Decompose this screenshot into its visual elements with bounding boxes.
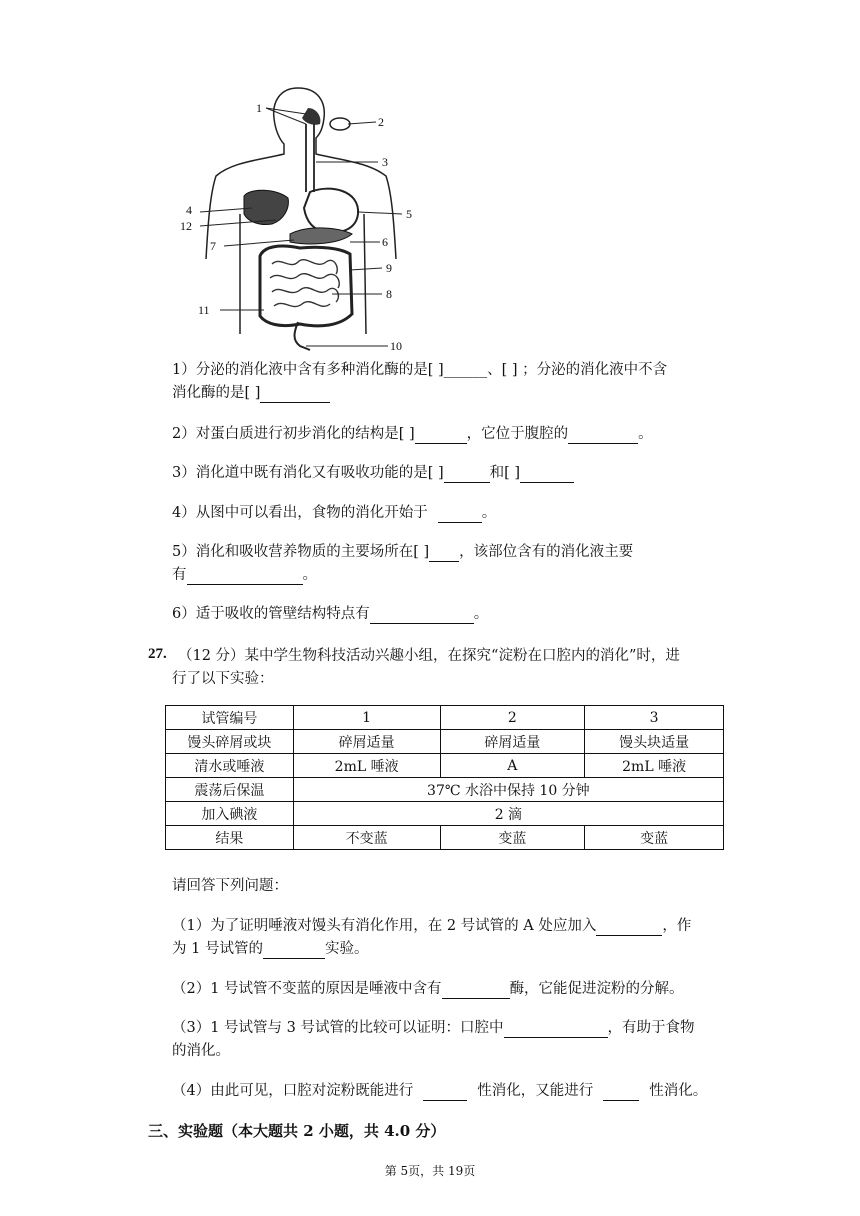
q26-sub5-text-b: ，该部位含有的消化液主要 bbox=[459, 544, 634, 560]
figure-label-11: 11 bbox=[198, 303, 210, 317]
q26-sub2-text-b: ，它位于腹腔的 bbox=[466, 426, 569, 442]
q27-sub4-text-c: 性消化。 bbox=[649, 1083, 708, 1099]
q27-sub2 bbox=[172, 979, 684, 999]
q27-intro-text-a: （12 分）某中学生物科技活动兴趣小组，在探究“淀粉在口腔内的消化”时，进 bbox=[178, 648, 680, 664]
table-cell: 震荡后保温 bbox=[166, 778, 294, 802]
q27-intro-text-b: 行了以下实验： bbox=[172, 671, 274, 687]
q26-sub4-text-b: 。 bbox=[481, 505, 497, 521]
answer-blank[interactable] bbox=[429, 545, 459, 562]
q26-sub2-text-c: 。 bbox=[638, 426, 653, 442]
q27-sub4 bbox=[172, 1081, 707, 1101]
figure-label-1: 1 bbox=[256, 101, 262, 115]
figure-label-2: 2 bbox=[378, 115, 384, 129]
figure-label-5: 5 bbox=[406, 207, 412, 221]
q26-sub5-line1 bbox=[172, 542, 633, 562]
answer-blank[interactable] bbox=[442, 982, 510, 999]
figure-label-10: 10 bbox=[390, 339, 402, 353]
figure-label-8: 8 bbox=[386, 287, 392, 301]
q27-sub3-text-c: 的消化。 bbox=[172, 1043, 230, 1059]
table-cell: 清水或唾液 bbox=[166, 754, 294, 778]
answer-blank[interactable] bbox=[370, 607, 474, 624]
q27-sub3-text-b: ，有助于食物 bbox=[607, 1020, 695, 1036]
q26-sub4 bbox=[172, 503, 496, 523]
digestive-system-diagram bbox=[180, 84, 420, 354]
page-footer: 第 5页，共 19页 bbox=[384, 1164, 476, 1178]
digestive-system-figure bbox=[180, 84, 420, 354]
q26-sub4-text-a: 4）从图中可以看出，食物的消化开始于 bbox=[172, 505, 428, 521]
q27-sub4-text-a: （4）由此可见，口腔对淀粉既能进行 bbox=[172, 1083, 414, 1099]
figure-label-12: 12 bbox=[180, 219, 192, 233]
q26-sub6 bbox=[172, 604, 488, 624]
table-row bbox=[166, 778, 724, 802]
q27-sub1-text-c: 为 1 号试管的 bbox=[172, 941, 263, 957]
figure-label-4: 4 bbox=[186, 203, 192, 217]
table-cell: 试管编号 bbox=[166, 706, 294, 730]
section-heading-experiment: 三、实验题（本大题共 2 小题，共 4.0 分） bbox=[148, 1122, 446, 1140]
q26-sub2-text-a: 2）对蛋白质进行初步消化的结构是[ ] bbox=[172, 426, 415, 442]
answer-blank[interactable] bbox=[260, 386, 330, 403]
answer-blank[interactable] bbox=[415, 427, 467, 444]
q27-sub3-line2 bbox=[172, 1041, 230, 1061]
table-cell: 37℃ 水浴中保持 10 分钟 bbox=[293, 778, 723, 802]
q26-sub6-text-b: 。 bbox=[473, 606, 489, 622]
question-number-27: 27. bbox=[148, 646, 167, 662]
q26-sub1-line2 bbox=[172, 383, 330, 403]
answer-blank[interactable] bbox=[187, 568, 303, 585]
q27-sub1-line2 bbox=[172, 939, 368, 959]
q26-sub1-text-b: 消化酶的是[ ] bbox=[172, 385, 261, 401]
answer-blank[interactable] bbox=[568, 427, 638, 444]
q27-sub1-line1 bbox=[172, 916, 691, 936]
q27-sub1-text-d: 实验。 bbox=[324, 941, 369, 957]
table-cell: A bbox=[440, 754, 585, 778]
table-cell: 碎屑适量 bbox=[440, 730, 585, 754]
q27-intro-line2 bbox=[172, 669, 274, 689]
table-cell: 馒头块适量 bbox=[585, 730, 724, 754]
figure-label-7: 7 bbox=[210, 239, 216, 253]
q26-sub3 bbox=[172, 463, 574, 483]
table-row bbox=[166, 706, 724, 730]
experiment-table bbox=[165, 705, 724, 850]
table-cell: 不变蓝 bbox=[293, 826, 440, 850]
figure-label-9: 9 bbox=[386, 261, 392, 275]
q27-sub1-text-b: ，作 bbox=[662, 918, 692, 934]
answer-blank[interactable] bbox=[423, 1084, 467, 1101]
answer-blank[interactable] bbox=[504, 1021, 608, 1038]
q27-sub4-text-b: 性消化，又能进行 bbox=[477, 1083, 594, 1099]
table-cell: 2 bbox=[440, 706, 585, 730]
table-row bbox=[166, 826, 724, 850]
table-cell: 1 bbox=[293, 706, 440, 730]
q27-sub3-text-a: （3）1 号试管与 3 号试管的比较可以证明：口腔中 bbox=[172, 1020, 504, 1036]
table-cell: 碎屑适量 bbox=[293, 730, 440, 754]
answer-blank[interactable] bbox=[438, 506, 482, 523]
q26-sub2 bbox=[172, 424, 653, 444]
table-cell: 2mL 唾液 bbox=[293, 754, 440, 778]
q26-sub3-text-b: 和[ ] bbox=[489, 465, 521, 481]
answer-blank[interactable] bbox=[263, 942, 325, 959]
answer-blank[interactable] bbox=[596, 919, 662, 936]
q26-sub3-text-a: 3）消化道中既有消化又有吸收功能的是[ ] bbox=[172, 465, 444, 481]
table-cell: 变蓝 bbox=[440, 826, 585, 850]
table-row bbox=[166, 802, 724, 826]
table-cell: 2mL 唾液 bbox=[585, 754, 724, 778]
table-cell: 馒头碎屑或块 bbox=[166, 730, 294, 754]
figure-label-6: 6 bbox=[382, 235, 388, 249]
table-cell: 2 滴 bbox=[293, 802, 723, 826]
q27-intro-line1 bbox=[178, 646, 680, 666]
table-cell: 结果 bbox=[166, 826, 294, 850]
answer-blank[interactable] bbox=[603, 1084, 639, 1101]
q27-prompt-text: 请回答下列问题： bbox=[172, 878, 288, 894]
q26-sub6-text-a: 6）适于吸收的管壁结构特点有 bbox=[172, 606, 370, 622]
q26-sub5-line2 bbox=[172, 565, 317, 585]
table-cell: 加入碘液 bbox=[166, 802, 294, 826]
q27-prompt bbox=[172, 876, 288, 896]
q27-sub1-text-a: （1）为了证明唾液对馒头有消化作用，在 2 号试管的 A 处应加入 bbox=[172, 918, 597, 934]
q26-sub5-text-d: 。 bbox=[302, 567, 317, 583]
table-row bbox=[166, 730, 724, 754]
table-cell: 变蓝 bbox=[585, 826, 724, 850]
q27-sub2-text-a: （2）1 号试管不变蓝的原因是唾液中含有 bbox=[172, 981, 442, 997]
q26-sub1-text: 1）分泌的消化液中含有多种消化酶的是[ ]______、[ ] ；分泌的消化液中不含 bbox=[172, 362, 668, 378]
q27-sub3-line1 bbox=[172, 1018, 695, 1038]
figure-label-3: 3 bbox=[382, 155, 388, 169]
q26-sub5-text-a: 5）消化和吸收营养物质的主要场所在[ ] bbox=[172, 544, 430, 560]
q26-sub1-line1 bbox=[172, 360, 667, 380]
answer-blank[interactable] bbox=[444, 466, 490, 483]
table-cell: 3 bbox=[585, 706, 724, 730]
answer-blank[interactable] bbox=[520, 466, 574, 483]
table-row bbox=[166, 754, 724, 778]
q27-sub2-text-b: 酶，它能促进淀粉的分解。 bbox=[509, 981, 684, 997]
q26-sub5-text-c: 有 bbox=[172, 567, 187, 583]
